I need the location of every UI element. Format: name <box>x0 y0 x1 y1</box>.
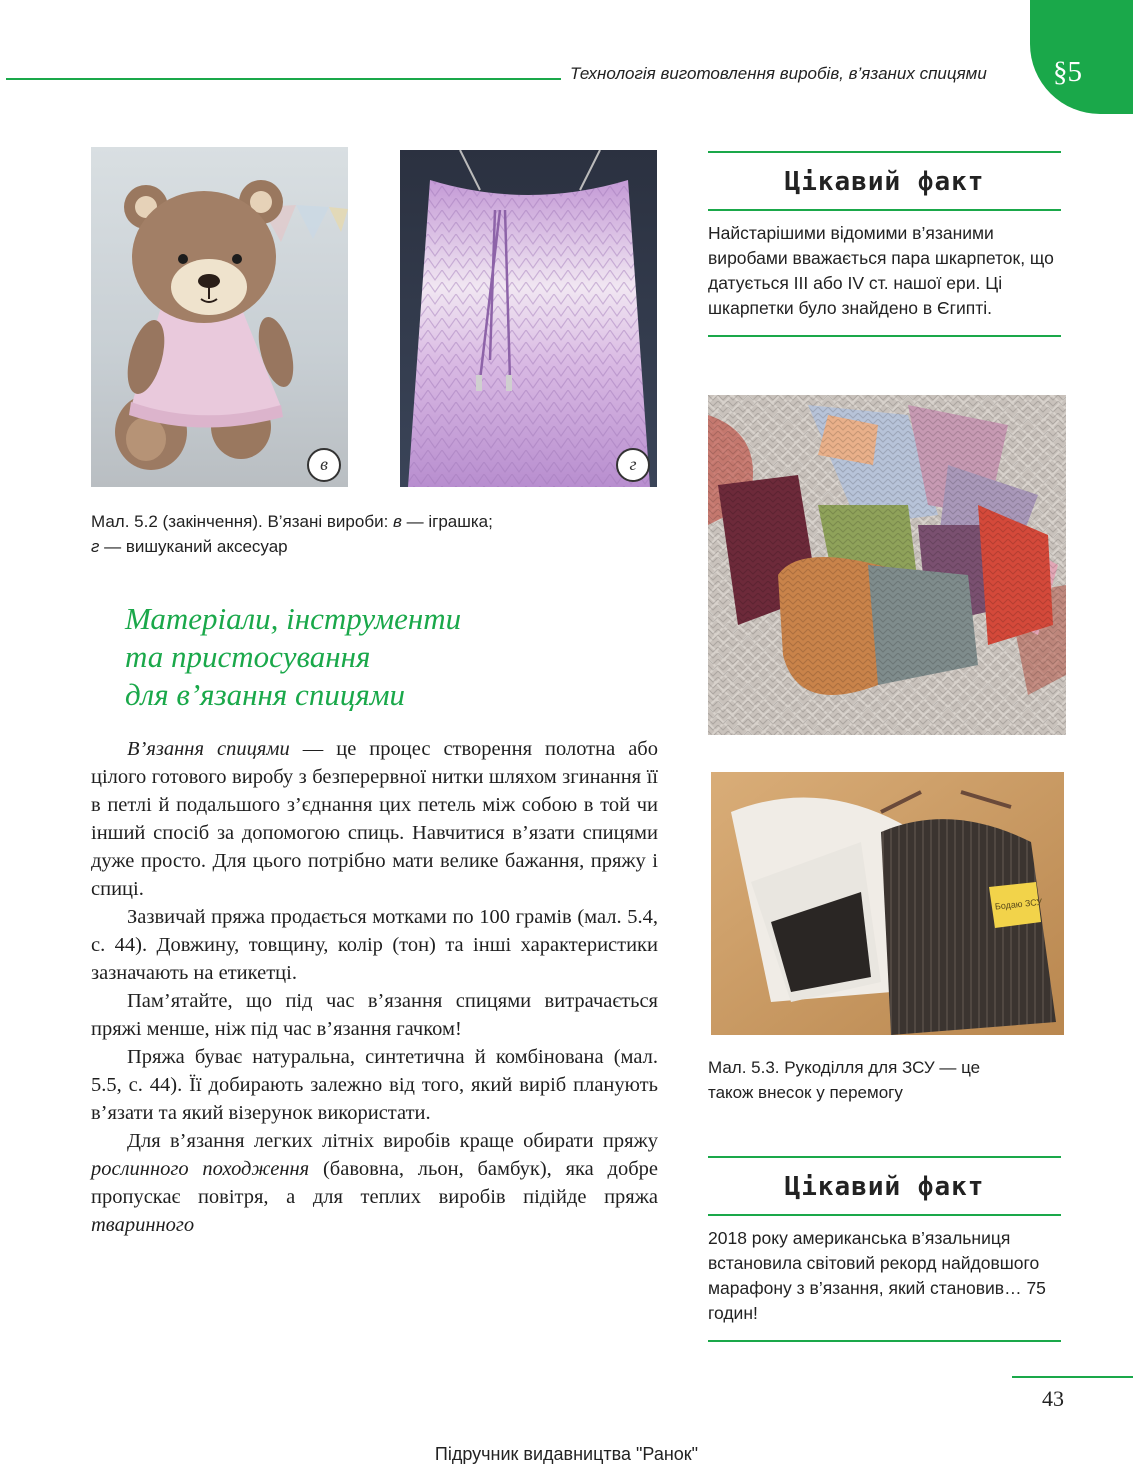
running-header: Технологія виготовлення виробів, в’язаних спицями <box>570 64 987 83</box>
section-heading: Матеріали, інструменти та пристосування для в’язання спицями <box>125 601 462 712</box>
photo-knitted-hat <box>711 772 1064 1035</box>
figure-badge-v: в <box>307 448 341 482</box>
photo-knitted-toy <box>91 147 348 487</box>
fact-text: Найстарішими відомими в’язаними виробами вважається пара шкарпеток, що датується III або IV ст. нашої ери. Ці шкарпетки було знайдено в Єгипті. <box>708 223 1054 318</box>
fact-title: Цікавий факт <box>784 167 985 197</box>
figure-caption-5-3: Мал. 5.3. Рукоділля для ЗСУ — це також внесок у перемогу <box>708 1058 981 1102</box>
fact-rule-bottom <box>708 1340 1061 1342</box>
header-rule <box>6 78 561 80</box>
paragraph-4: Пряжа буває натуральна, синтетична й комбінована (мал. 5.5, с. 44). Її добирають залежно від того, який виріб планують в’язати та який візерунок використати. <box>91 1046 658 1124</box>
paragraph-2: Зазвичай пряжа продається мотками по 100 грамів (мал. 5.4, с. 44). Довжину, товщину, колір (тон) та інші характеристики зазначають на етикетці. <box>91 906 658 984</box>
fact-box-1 <box>708 151 1061 337</box>
fact-box-2 <box>708 1156 1061 1342</box>
fact-text: 2018 року американська в’язальниця встановила світовий рекорд найдовшого марафону з в’язання, який становив… 75 годин! <box>708 1228 1046 1323</box>
section-number: §5 <box>1053 56 1082 88</box>
fact-title: Цікавий факт <box>784 1172 985 1202</box>
paragraph-5: Для в’язання легких літніх виробів краще обирати пряжу рослинного походження (бавовна, льон, бамбук), яка добре пропускає повітря, а для теплих виробів підійде пряжа тваринного <box>91 1130 658 1236</box>
paragraph-1: В’язання спицями — це процес створення полотна або цілого готового виробу з безперервної нитки шляхом згинання її в петлі й подальшого з’єднання цих петель між собою в той чи інший спосіб за допомогою спиць. Навчитися в’язати спицями дуже просто. Для цього потрібно мати велике бажання, пряжу і спиці. <box>91 738 658 900</box>
page-number-rule <box>1012 1376 1133 1378</box>
photo-knitted-socks <box>708 395 1066 735</box>
body-text <box>91 735 658 1239</box>
publisher-footer: Підручник видавництва "Ранок" <box>434 1444 699 1464</box>
fact-rule-bottom <box>708 335 1061 337</box>
figure-badge-g: г <box>616 448 650 482</box>
page-number: 43 <box>1042 1386 1064 1411</box>
sticky-note-text: Бодаю ЗСУ <box>994 896 1043 912</box>
photo-knitted-bag <box>400 150 657 487</box>
figure-caption-5-2: Мал. 5.2 (закінчення). В’язані вироби: в — іграшка; г — вишуканий аксесуар <box>91 512 493 556</box>
paragraph-3: Пам’ятайте, що під час в’язання спицями витрачається пряжі менше, ніж під час в’язання гачком! <box>91 990 658 1040</box>
